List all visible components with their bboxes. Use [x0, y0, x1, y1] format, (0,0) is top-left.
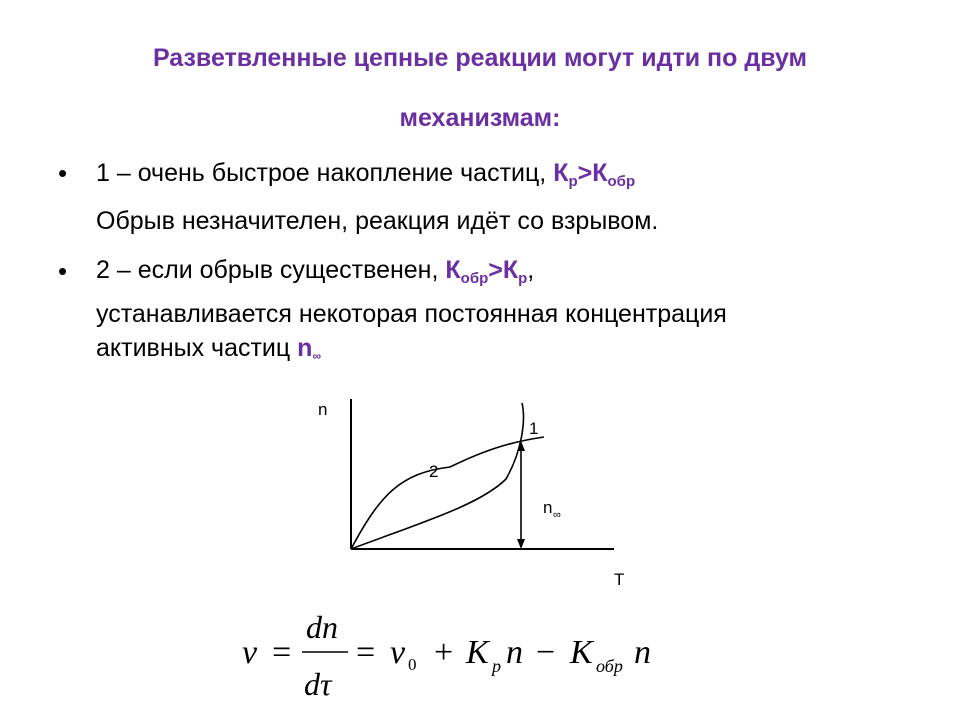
- bullet-1-text: 1 – очень быстрое накопление частиц,: [96, 159, 554, 187]
- curve-2: [351, 437, 544, 549]
- bullet-2-n-sub: ∞: [312, 349, 321, 363]
- formula-plus: +: [434, 634, 454, 671]
- formula-n2: n: [634, 634, 651, 671]
- curve-2-label: 2: [429, 462, 439, 481]
- bullet-1-k1-sub: р: [568, 173, 578, 190]
- formula-K2: K: [570, 634, 593, 671]
- x-axis-label: T: [614, 570, 625, 589]
- bullet-1-line-1: [96, 159, 635, 190]
- bullet-1-k2: К: [592, 159, 608, 187]
- formula-n1: n: [506, 634, 523, 671]
- bullet-1-k1: К: [553, 159, 569, 187]
- bullet-2-n: n: [297, 334, 313, 362]
- y-axis-label: n: [318, 400, 328, 419]
- bullet-2-line-2: устанавливается некоторая постоянная концентрация: [96, 300, 727, 328]
- bullet-1-kp: [553, 159, 636, 190]
- n-inf-label-sub: ∞: [553, 509, 561, 521]
- formula-K2-sub: обр: [596, 656, 623, 676]
- bullet-2-n-inf: [297, 334, 321, 362]
- bullet-2-gt: >: [488, 256, 503, 284]
- bullet-2-line-1: [96, 256, 534, 287]
- formula-eq-2: =: [356, 634, 376, 671]
- curve-1-label: 1: [529, 419, 539, 438]
- formula-minus: −: [536, 634, 556, 671]
- formula-K1: K: [466, 634, 489, 671]
- bullet-1-line-2: Обрыв незначителен, реакция идёт со взрывом.: [96, 207, 659, 235]
- bullet-2-line-3: [96, 334, 321, 363]
- bullet-2-comma: ,: [527, 256, 535, 284]
- bullet-1-k2-sub: обр: [607, 173, 636, 190]
- formula-dn: dn: [306, 609, 338, 645]
- bullet-2-k2-sub: р: [518, 270, 528, 287]
- formula-K1-sub: p: [492, 656, 501, 676]
- n-vs-t-graph: [300, 395, 640, 595]
- bullet-2-marker: •: [58, 256, 68, 286]
- bullet-2-k1-sub: обр: [460, 270, 489, 287]
- bullet-1-marker: •: [58, 158, 68, 188]
- formula-v0: v: [390, 634, 406, 671]
- formula-eq-1: =: [272, 634, 292, 671]
- bullet-2-text: 2 – если обрыв существенен,: [96, 256, 446, 284]
- rate-equation: [200, 600, 700, 710]
- slide-title-line-1: Разветвленные цепные реакции могут идти по двум: [152, 44, 808, 72]
- n-inf-label: n: [543, 498, 553, 517]
- bullet-2-k2: К: [502, 256, 519, 284]
- bullet-2-kobr: [445, 256, 528, 287]
- n-inf-arrow-head-bottom: [517, 539, 525, 549]
- formula-v0-sub: 0: [408, 655, 417, 674]
- formula-v: v: [242, 634, 258, 671]
- slide-title-line-2: механизмам:: [399, 104, 561, 132]
- bullet-1-gt: >: [577, 159, 593, 187]
- bullet-2-k1: К: [445, 256, 461, 284]
- formula-dtau: dτ: [304, 666, 332, 702]
- bullet-2-line-3-text: активных частиц: [96, 334, 298, 362]
